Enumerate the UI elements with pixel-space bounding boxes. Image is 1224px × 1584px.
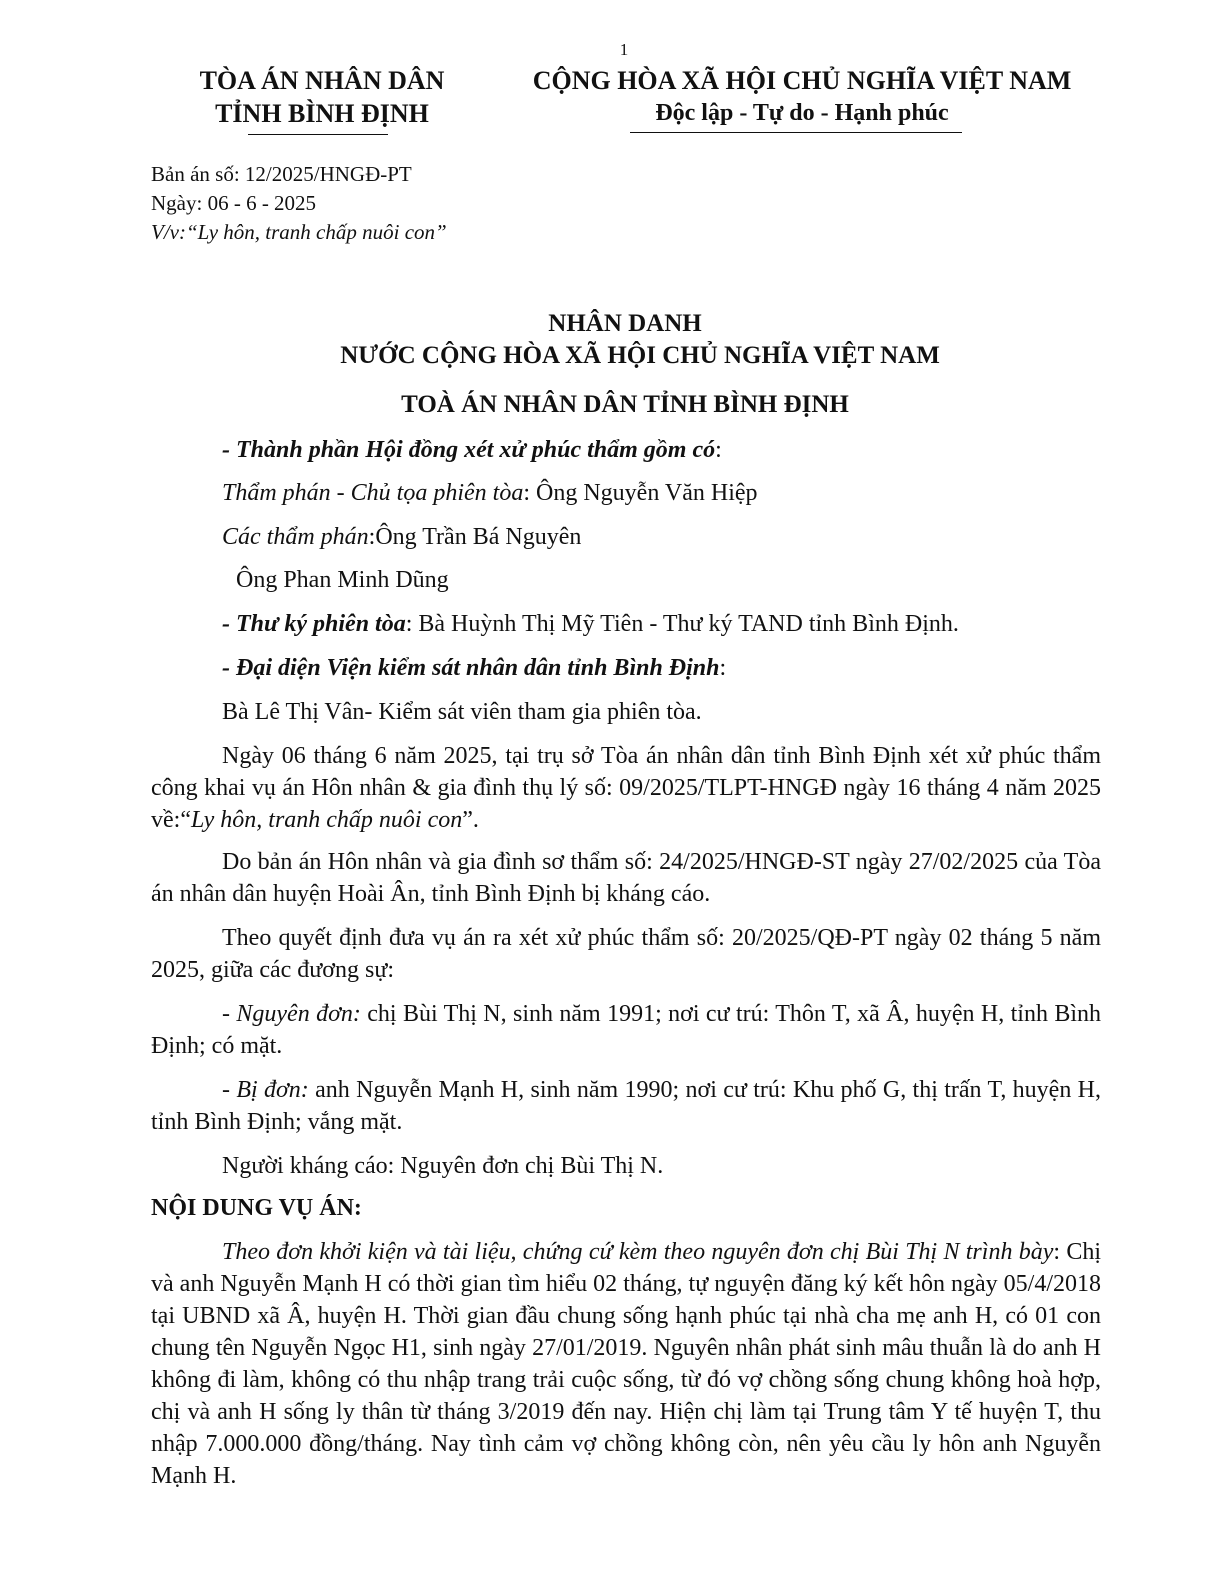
paragraph-appeal: Do bản án Hôn nhân và gia đình sơ thẩm số: 24/2025/HNGĐ-ST ngày 27/02/2025 của Tòa án nhân dân huyện Hoài Ân, tỉnh Bình Định bị kháng cáo. [151, 849, 1101, 907]
appellant: Người kháng cáo: Nguyên đơn chị Bùi Thị N. [222, 1153, 664, 1179]
judge-2: Ông Phan Minh Dũng [236, 567, 449, 593]
section-title: NỘI DUNG VỤ ÁN: [151, 1195, 362, 1221]
title-line2: NƯỚC CỘNG HÒA XÃ HỘI CHỦ NGHĨA VIỆT NAM [340, 342, 940, 369]
motto-underline [630, 132, 962, 133]
plaintiff: - Nguyên đơn: chị Bùi Thị N, sinh năm 1991; nơi cư trú: Thôn T, xã Â, huyện H, tỉnh Bình Định; có mặt. [151, 1001, 1101, 1059]
court-name-line1: TÒA ÁN NHÂN DÂN [199, 66, 445, 95]
paragraph-decision: Theo quyết định đưa vụ án ra xét xử phúc thẩm số: 20/2025/QĐ-PT ngày 02 tháng 5 năm 2025, giữa các đương sự: [151, 925, 1101, 983]
page-number: 1 [619, 40, 629, 59]
republic-header [500, 64, 1104, 130]
title-line3: TOÀ ÁN NHÂN DÂN TỈNH BÌNH ĐỊNH [401, 391, 849, 418]
court-header [150, 64, 494, 130]
judges: Các thẩm phán:Ông Trần Bá Nguyên [222, 524, 582, 550]
motto: Độc lập - Tự do - Hạnh phúc [655, 100, 949, 126]
defendant: - Bị đơn: anh Nguyễn Mạnh H, sinh năm 1990; nơi cư trú: Khu phố G, thị trấn T, huyện H, tỉnh Bình Định; vắng mặt. [151, 1077, 1102, 1135]
clerk: - Thư ký phiên tòa: Bà Huỳnh Thị Mỹ Tiên - Thư ký TAND tỉnh Bình Định. [222, 611, 959, 637]
procuracy-heading: - Đại diện Viện kiểm sát nhân dân tỉnh Bình Định: [222, 655, 727, 681]
case-meta [151, 160, 447, 247]
court-underline [248, 134, 388, 135]
republic-name: CỘNG HÒA XÃ HỘI CHỦ NGHĨA VIỆT NAM [532, 66, 1072, 95]
case-date: Ngày: 06 - 6 - 2025 [151, 191, 317, 215]
presiding-judge: Thẩm phán - Chủ tọa phiên tòa: Ông Nguyễn Văn Hiệp [222, 480, 758, 506]
court-name-line2: TỈNH BÌNH ĐỊNH [215, 99, 429, 128]
paragraph-case-content: Theo đơn khởi kiện và tài liệu, chứng cứ kèm theo nguyên đơn chị Bùi Thị N trình bày: Chị và anh Nguyễn Mạnh H có thời gian tìm hiểu 02 tháng, tự nguyện đăng ký kết hôn ngày 05/4/2018 tại UBND xã Â, huyện H. Thời gian đầu chung sống hạnh phúc tại nhà cha mẹ anh H, có 01 con chung tên Nguyễn Ngọc H1, sinh ngày 27/01/2019. Nguyên nhân phát sinh mâu thuẫn là do anh H không đi làm, không có thu nhập trang trải cuộc sống, từ đó vợ chồng sống chung không hoà hợp, chị và anh H sống ly thân từ tháng 3/2019 đến nay. Hiện chị làm tại Trung tâm Y tế huyện T, thu nhập 7.000.000 đồng/tháng. Nay tình cảm vợ chồng không còn, nên yêu cầu ly hôn anh Nguyễn Mạnh H. [151, 1239, 1101, 1489]
case-subject: V/v:“Ly hôn, tranh chấp nuôi con” [151, 220, 447, 244]
case-number: Bản án số: 12/2025/HNGĐ-PT [151, 162, 412, 186]
paragraph-hearing: Ngày 06 tháng 6 năm 2025, tại trụ sở Tòa án nhân dân tỉnh Bình Định xét xử phúc thẩm công khai vụ án Hôn nhân & gia đình thụ lý số: 09/2025/TLPT-HNGĐ ngày 16 tháng 4 năm 2025 về:“Ly hôn, tranh chấp nuôi con”. [151, 743, 1101, 833]
procurator: Bà Lê Thị Vân- Kiểm sát viên tham gia phiên tòa. [222, 699, 702, 725]
title-line1: NHÂN DANH [548, 310, 702, 337]
panel-heading: - Thành phần Hội đồng xét xử phúc thẩm gồm có: [222, 437, 722, 463]
